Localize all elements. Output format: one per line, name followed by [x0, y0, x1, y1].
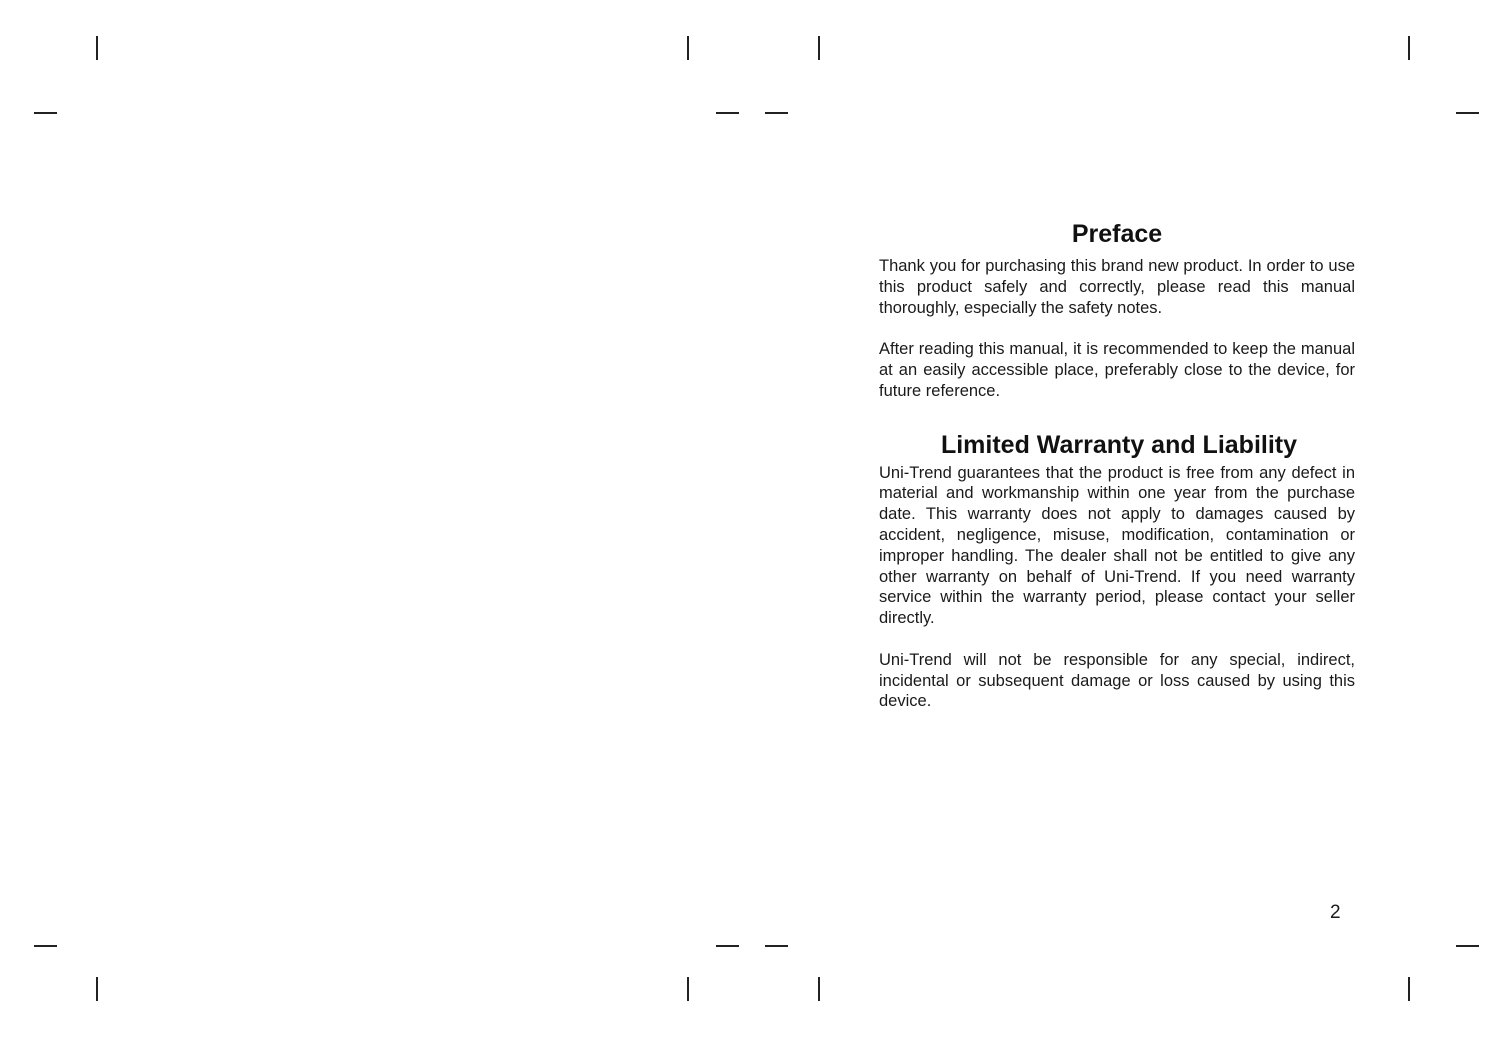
- preface-paragraph: After reading this manual, it is recommended to keep the manual at an easily accessible place, preferably close to the device, for future reference.: [879, 340, 1355, 400]
- left-page: [96, 112, 688, 946]
- preface-section: [879, 218, 1355, 402]
- crop-mark: [716, 945, 739, 947]
- preface-paragraph: Thank you for purchasing this brand new product. In order to use this product safely and correctly, please read this manual thoroughly, especially the safety notes.: [879, 257, 1355, 317]
- crop-mark: [1456, 112, 1479, 114]
- crop-mark: [34, 112, 57, 114]
- page-number: 2: [1330, 902, 1341, 923]
- warranty-section: [879, 429, 1355, 713]
- crop-mark: [687, 36, 689, 60]
- liability-paragraph: Uni-Trend will not be responsible for any special, indirect, incidental or subsequent damage or loss caused by using this device.: [879, 650, 1355, 711]
- crop-mark: [765, 112, 788, 114]
- preface-heading: Preface: [1071, 220, 1163, 248]
- crop-mark: [818, 977, 820, 1001]
- crop-mark: [1408, 977, 1410, 1001]
- crop-mark: [716, 112, 739, 114]
- crop-mark: [96, 977, 98, 1001]
- right-page: [879, 218, 1355, 712]
- warranty-heading: Limited Warranty and Liability: [940, 430, 1298, 459]
- crop-mark: [765, 945, 788, 947]
- crop-mark: [1456, 945, 1479, 947]
- crop-mark: [34, 945, 57, 947]
- crop-mark: [96, 36, 98, 60]
- crop-mark: [687, 977, 689, 1001]
- warranty-paragraph: Uni-Trend guarantees that the product is free from any defect in material and workmanship within one year from the purchase date. This warranty does not apply to damages caused by accident, negligence, misuse, modification, contamination or improper handling. The dealer shall not be entitled to give any other warranty on behalf of Uni-Trend. If you need warranty service within the warranty period, please contact your seller directly.: [879, 463, 1355, 628]
- crop-mark: [818, 36, 820, 60]
- crop-mark: [1408, 36, 1410, 60]
